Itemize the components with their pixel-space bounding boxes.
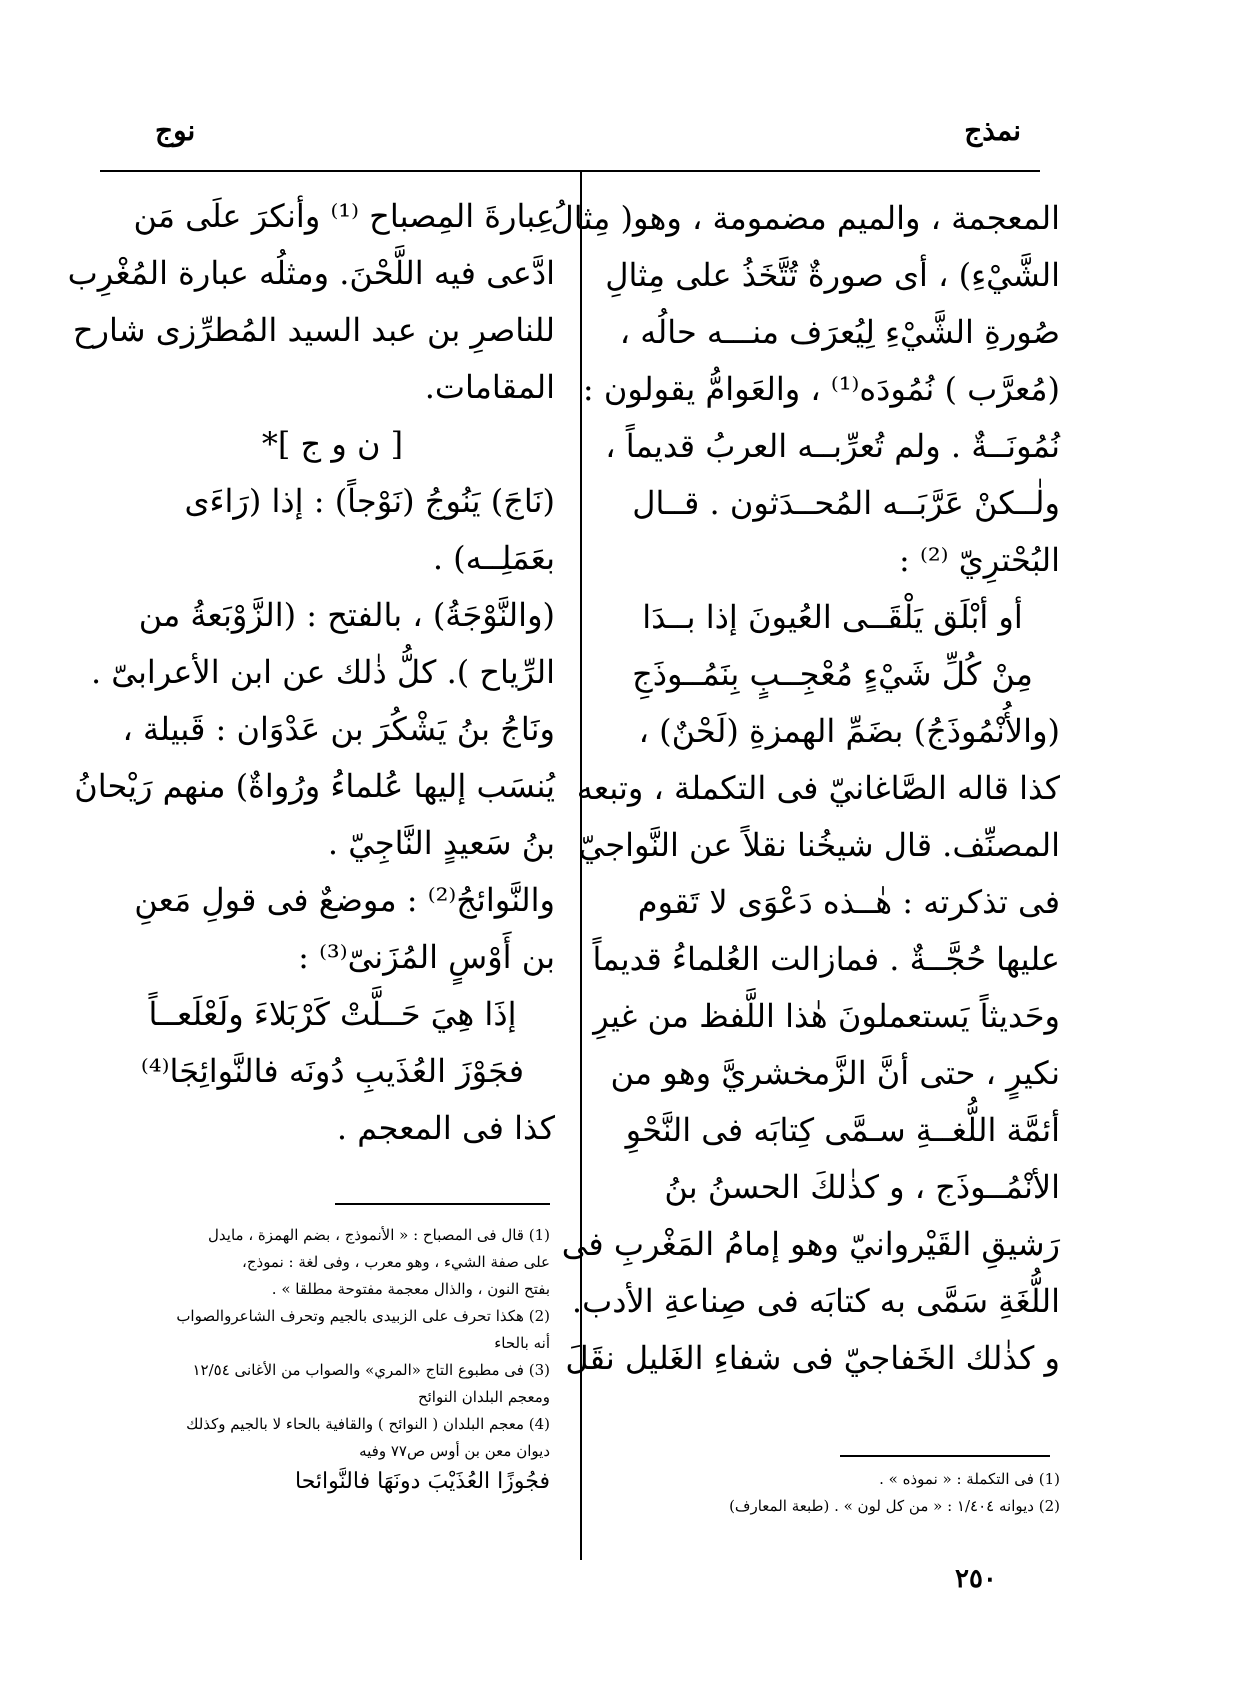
text-line: والنَّوائجُ⁽²⁾ : موضعٌ فى قولِ مَعنِ xyxy=(134,881,555,919)
text-line: (مُعرَّب ) نُمُودَه⁽¹⁾ ، والعَوامُّ يقولون : xyxy=(582,370,1060,408)
text-line: الشَّيْءِ) ، أى صورةٌ تُتَّخَذُ على مِثالِ xyxy=(605,256,1060,294)
text-line: فى تذكرته : هٰــذه دَعْوَى لا تَقوم xyxy=(637,883,1060,921)
text-line: وحَديثاً يَستعملونَ هٰذا اللَّفظ من غيرِ xyxy=(593,997,1060,1035)
footnote-rule-right xyxy=(840,1455,1050,1457)
footnote-verse-line: فجُوزًا العُذَيْبَ دونَهَا فالنَّوائحا xyxy=(295,1469,550,1494)
entry-heading: [ ن و ج ]* xyxy=(261,425,404,463)
footnote-line: (3) فى مطبوع التاج «المري» والصواب من الأغانى ١٢/٥٤ xyxy=(192,1361,550,1379)
text-line: البُحْترِيّ ⁽²⁾ : xyxy=(899,541,1060,579)
left-column xyxy=(67,188,555,1157)
text-line: المقامات. xyxy=(424,368,555,406)
verse-line: مِنْ كُلِّ شَيْءٍ مُعْجِــبٍ بِنَمُــوذَجِ xyxy=(632,655,1033,693)
text-line: المعجمة ، والميم مضمومة ، وهو( مِثالُ xyxy=(550,199,1060,237)
footnotes-left xyxy=(110,1222,550,1499)
footnote-line: أنه بالحاء xyxy=(494,1334,550,1352)
text-line: عِبارةَ المِصباح ⁽¹⁾ وأنكرَ علَى مَن xyxy=(133,197,555,235)
header-left-entry-word: نوج xyxy=(155,114,196,147)
verse-line: فجَوْزَ العُذَيبِ دُونَه فالنَّوائِجَا⁽⁴⁾ xyxy=(140,1052,525,1090)
text-line: ونَاجُ بنُ يَشْكُرَ بن عَدْوَان : قَبيلة ، xyxy=(122,710,555,748)
text-line: بنُ سَعيدٍ النَّاجِيّ . xyxy=(327,824,555,862)
footnote-line: (4) معجم البلدان ( النوائح ) والقافية بالحاء لا بالجيم وكذلك xyxy=(186,1415,550,1433)
footnote-line: (1) فى التكملة : « نموذه » . xyxy=(879,1470,1060,1488)
footnotes-right xyxy=(610,1466,1060,1520)
right-column xyxy=(550,190,1060,1387)
text-line: (والنَّوْجَةُ) ، بالفتح : (الزَّوْبَعةُ من xyxy=(138,596,555,634)
text-line: كذا قاله الصَّاغانيّ فى التكملة ، وتبعه xyxy=(576,769,1060,807)
text-line: و كذٰلك الخَفاجيّ فى شفاءِ الغَليل نقَلَ xyxy=(565,1339,1060,1377)
text-line: بعَمَلِــه) . xyxy=(432,539,555,577)
footnote-line: (2) ديوانه ١/٤٠٤ : « من كل لون » . (طبعة المعارف) xyxy=(729,1497,1060,1515)
footnote-line: (1) قال فى المصباح : « الأنموذج ، بضم الهمزة ، مايدل xyxy=(208,1226,550,1244)
text-line: ولٰــكنْ عَرَّبَــه المُحــدَثون . قــال xyxy=(632,484,1060,522)
footnote-rule-left xyxy=(335,1203,550,1205)
header-rule xyxy=(100,170,1040,172)
page-number: ٢٥٠ xyxy=(955,1564,997,1594)
footnote-line: بفتح النون ، والذال معجمة مفتوحة مطلقا » . xyxy=(271,1280,550,1298)
footnote-line: ديوان معن بن أوس ص٧٧ وفيه xyxy=(359,1442,550,1460)
text-line: نُمُونَــةٌ . ولم تُعرِّبــه العربُ قديماً ، xyxy=(605,427,1060,465)
text-line: بن أَوْسٍ المُزَنىّ⁽³⁾ : xyxy=(298,938,555,976)
text-line: نكيرٍ ، حتى أنَّ الزَّمخشريَّ وهو من xyxy=(610,1054,1060,1092)
text-line: اللُّغَةِ سَمَّى به كتابَه فى صِناعةِ الأدب. xyxy=(571,1282,1060,1320)
text-line: عليها حُجَّــةٌ . فمازالت العُلماءُ قديماً xyxy=(592,940,1060,978)
text-line: رَشيقِ القَيْروانيّ وهو إمامُ المَغْربِ فى xyxy=(561,1225,1060,1263)
text-line: المصنِّف. قال شيخُنا نقلاً عن النَّواجيّ xyxy=(578,826,1060,864)
text-line: يُنسَب إليها عُلماءُ ورُواةٌ) منهم رَيْحانُ xyxy=(74,767,555,805)
text-line: الأنْمُــوذَج ، و كذٰلكَ الحسنُ بنُ xyxy=(664,1168,1060,1206)
header-right-entry-word: نمذج xyxy=(964,114,1021,147)
text-line: للناصرِ بن عبد السيد المُطرِّزى شارح xyxy=(72,311,555,349)
verse-line: إذَا هِيَ حَــلَّتْ كَرْبَلاءَ ولَعْلَعــاً xyxy=(148,995,517,1033)
text-line: (والأُنْمُوذَجُ) بضَمِّ الهمزةِ (لَحْنٌ) ، xyxy=(638,712,1060,750)
footnote-line: على صفة الشيء ، وهو معرب ، وفى لغة : نموذج، xyxy=(241,1253,550,1271)
footnote-line: ومعجم البلدان النوائح xyxy=(417,1388,550,1406)
verse-line: أو أبْلَق يَلْقَــى العُيونَ إذا بــدَا xyxy=(642,598,1023,636)
text-line: (نَاجَ) يَنُوجُ (نَوْجاً) : إذا (رَاءَى xyxy=(184,482,555,520)
text-line: كذا فى المعجم . xyxy=(336,1109,555,1147)
text-line: أئمَّة اللُّغــةِ سـمَّى كِتابَه فى النَّحْوِ xyxy=(625,1111,1060,1149)
text-line: ادَّعى فيه اللَّحْنَ. ومثلُه عبارة المُغْرِب xyxy=(67,254,555,292)
footnote-line: (2) هكذا تحرف على الزبيدى بالجيم وتحرف الشاعروالصواب xyxy=(176,1307,550,1325)
text-line: الرِّياح ). كلُّ ذٰلك عن ابن الأعرابىّ . xyxy=(90,653,555,691)
text-line: صُورةِ الشَّيْءِ لِيُعرَف منـــه حالُه ، xyxy=(619,313,1060,351)
